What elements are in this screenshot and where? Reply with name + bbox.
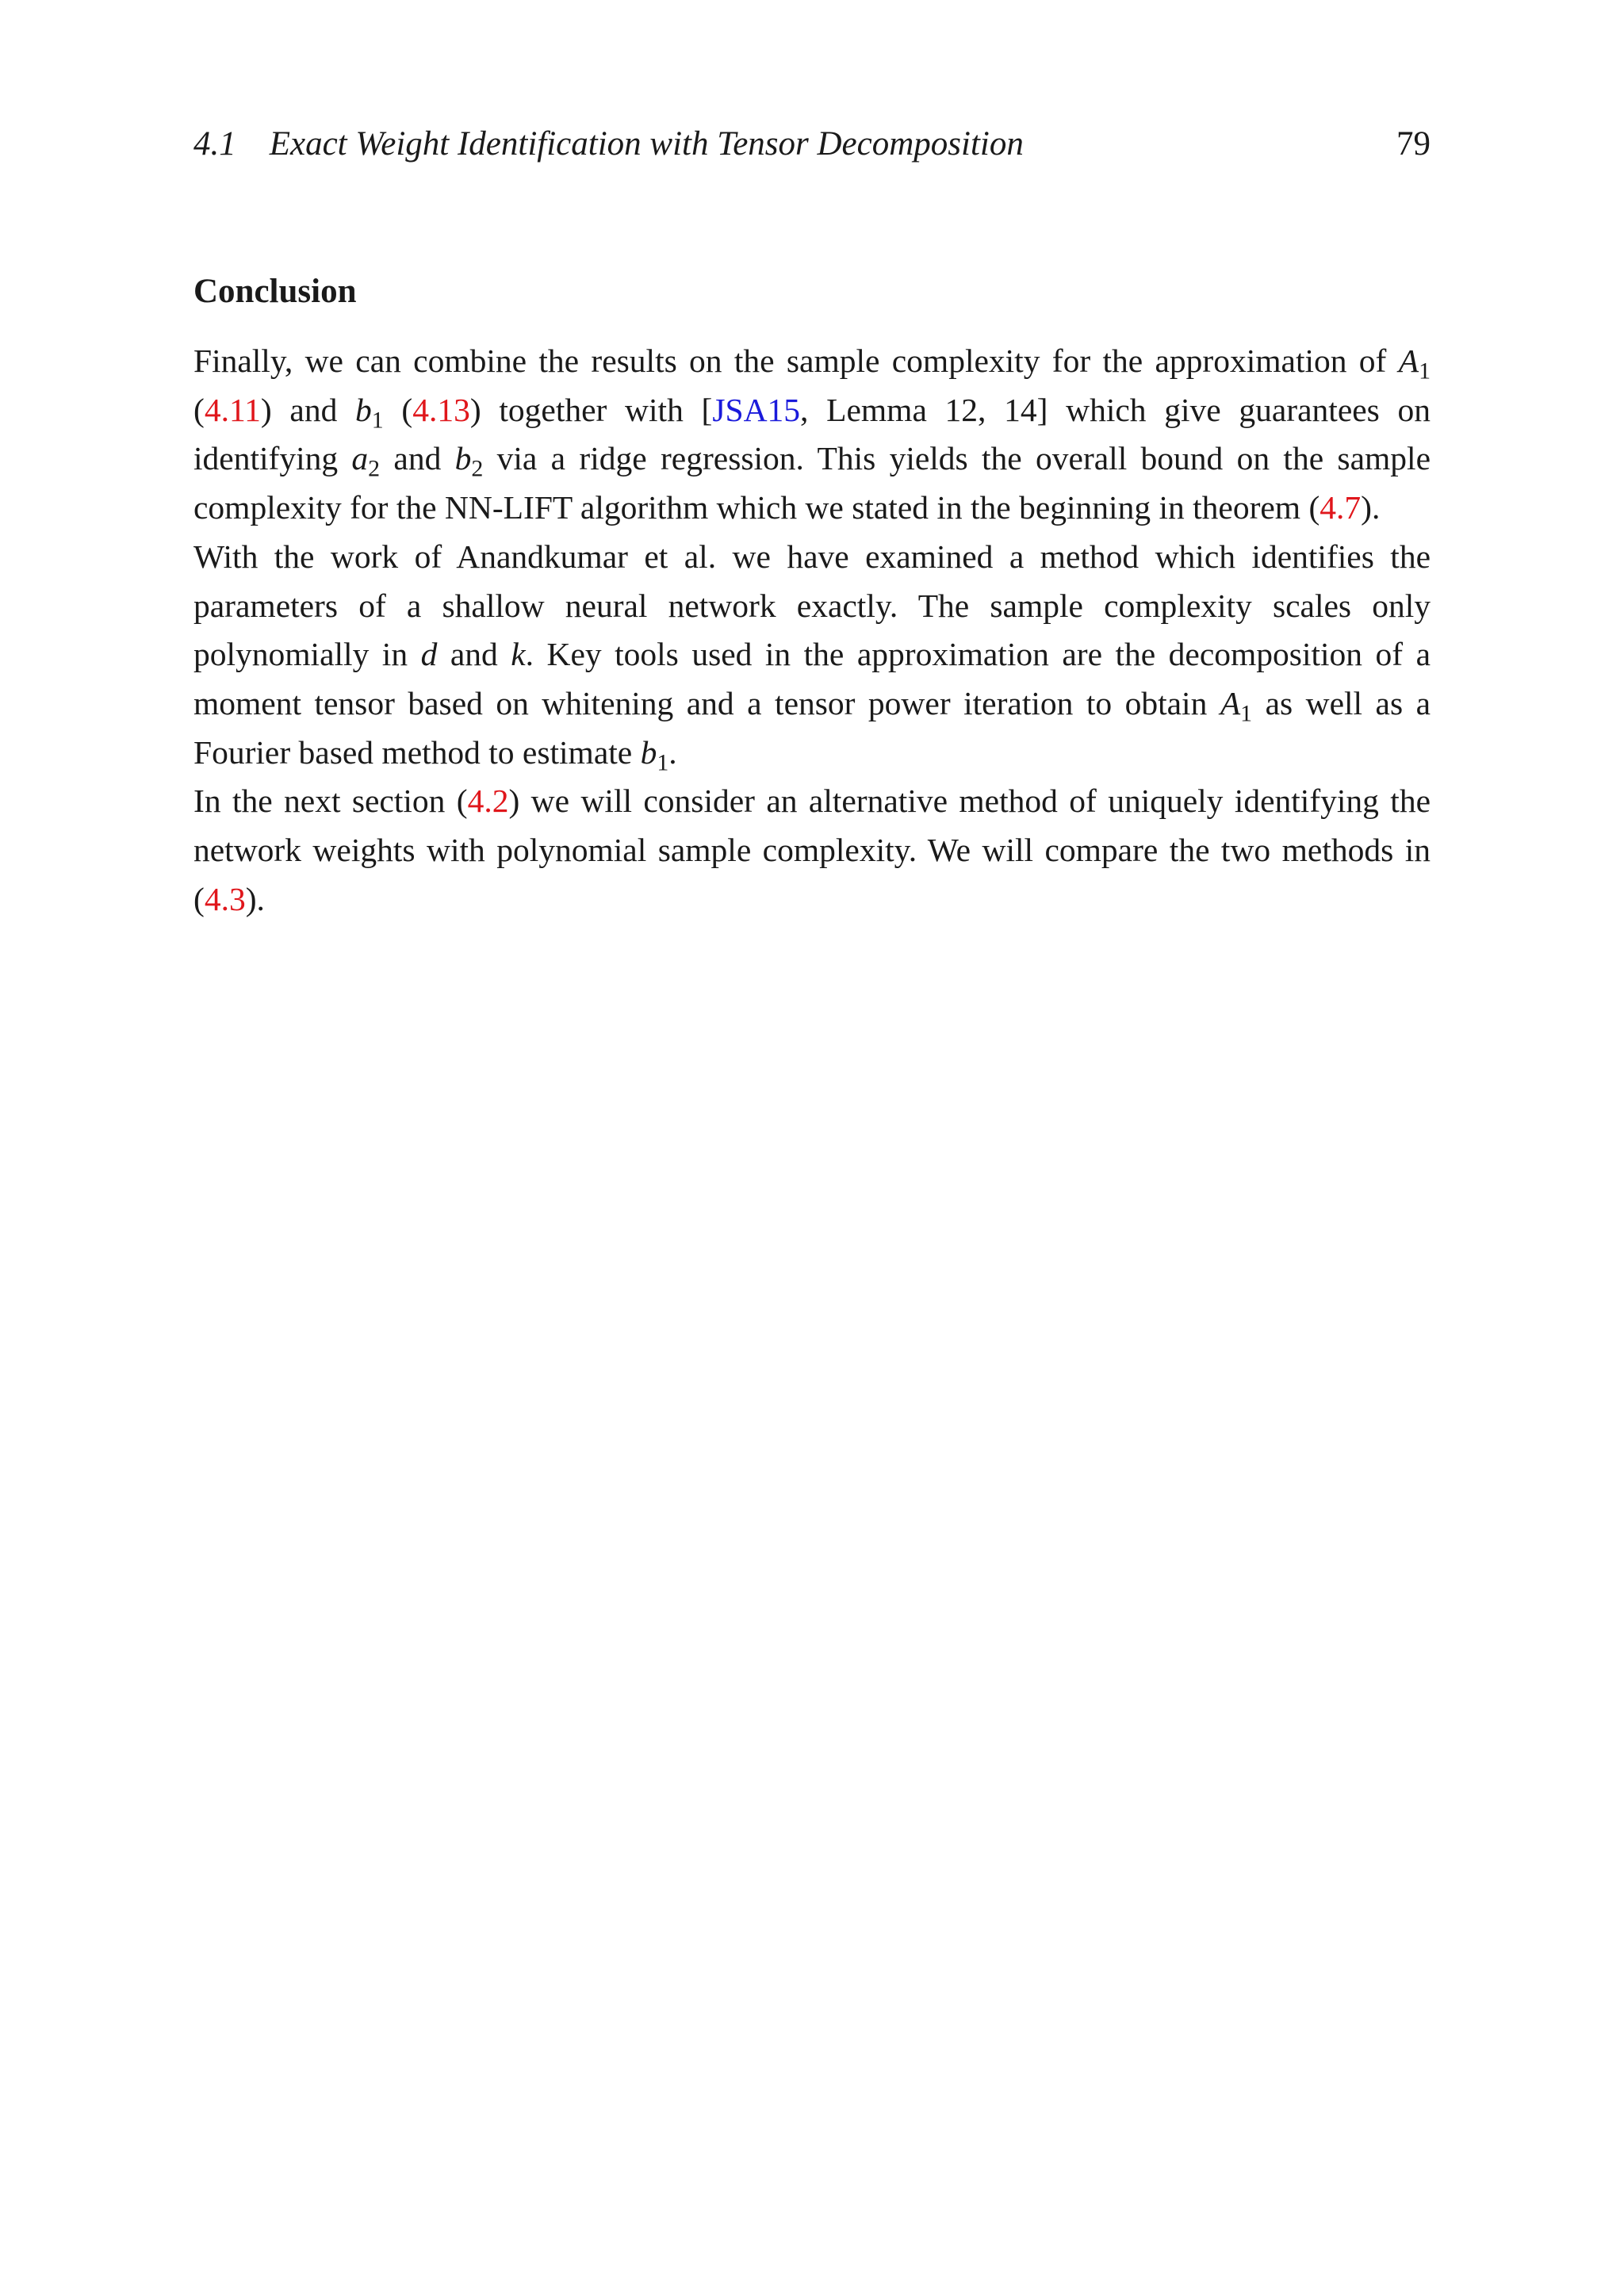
math-d: d [420, 636, 438, 673]
text: , Lemma 12, 14] which give guarantees on identifying [193, 391, 1431, 477]
text: and [437, 636, 511, 673]
paragraph-1 [193, 337, 1431, 533]
text: With the work of Anandkumar et al. we have examined a method which identifies the parameters of a shallow neural network exactly. The sample complexity scales only polynomially in [193, 538, 1431, 673]
text: ). [1361, 489, 1381, 526]
header-section-title: Exact Weight Identification with Tensor Decomposition [269, 125, 1024, 163]
text: via a ridge regression. This yields the overall bound on the sample complexity for the NN-LIFT algorithm which we stated in the beginning in theorem ( [193, 440, 1431, 526]
math-b2: $b_2$ [454, 440, 484, 482]
running-header [193, 121, 1431, 168]
theorem-reference-link[interactable]: 4.7 [1320, 489, 1362, 526]
text: ) we will consider an alternative method of uniquely identifying the network weights with polynomial sample complexity. We will compare the two methods in ( [193, 783, 1431, 917]
text: as well as a Fourier based method to estimate [193, 684, 1431, 771]
math-a2: $a_2$ [351, 440, 381, 482]
text: ( [383, 391, 413, 428]
body-text [193, 337, 1431, 924]
text: ) together with [ [469, 391, 713, 428]
page-number: 79 [1396, 125, 1431, 163]
text: and [380, 440, 455, 477]
math-A1: $A_1$ [1398, 342, 1431, 385]
section-reference-link[interactable]: 4.3 [204, 880, 246, 917]
text: . [668, 733, 677, 771]
equation-reference-link[interactable]: 4.13 [412, 391, 470, 428]
text: Finally, we can combine the results on the sample complexity for the approximation of [193, 342, 1399, 379]
section-reference-link[interactable]: 4.2 [467, 783, 509, 820]
math-b1: $b_1$ [640, 733, 669, 775]
math-A1: $A_1$ [1220, 684, 1253, 727]
text: ). [245, 880, 265, 917]
paragraph-2 [193, 533, 1431, 778]
text: In the next section ( [193, 783, 468, 820]
header-section-number: 4.1 [193, 125, 236, 163]
text: . Key tools used in the approximation are the decomposition of a moment tensor based on whitening and a tensor power iteration to obtain [193, 636, 1431, 721]
section-heading: Conclusion [193, 273, 357, 310]
paragraph-3 [193, 777, 1431, 924]
text: ) and [260, 391, 356, 428]
math-b1: $b_1$ [355, 391, 384, 434]
equation-reference-link[interactable]: 4.11 [204, 391, 261, 428]
header-section-label [193, 121, 1024, 168]
citation-link[interactable]: JSA15 [712, 391, 801, 428]
math-k: k [511, 636, 526, 673]
text: ( [193, 391, 205, 428]
